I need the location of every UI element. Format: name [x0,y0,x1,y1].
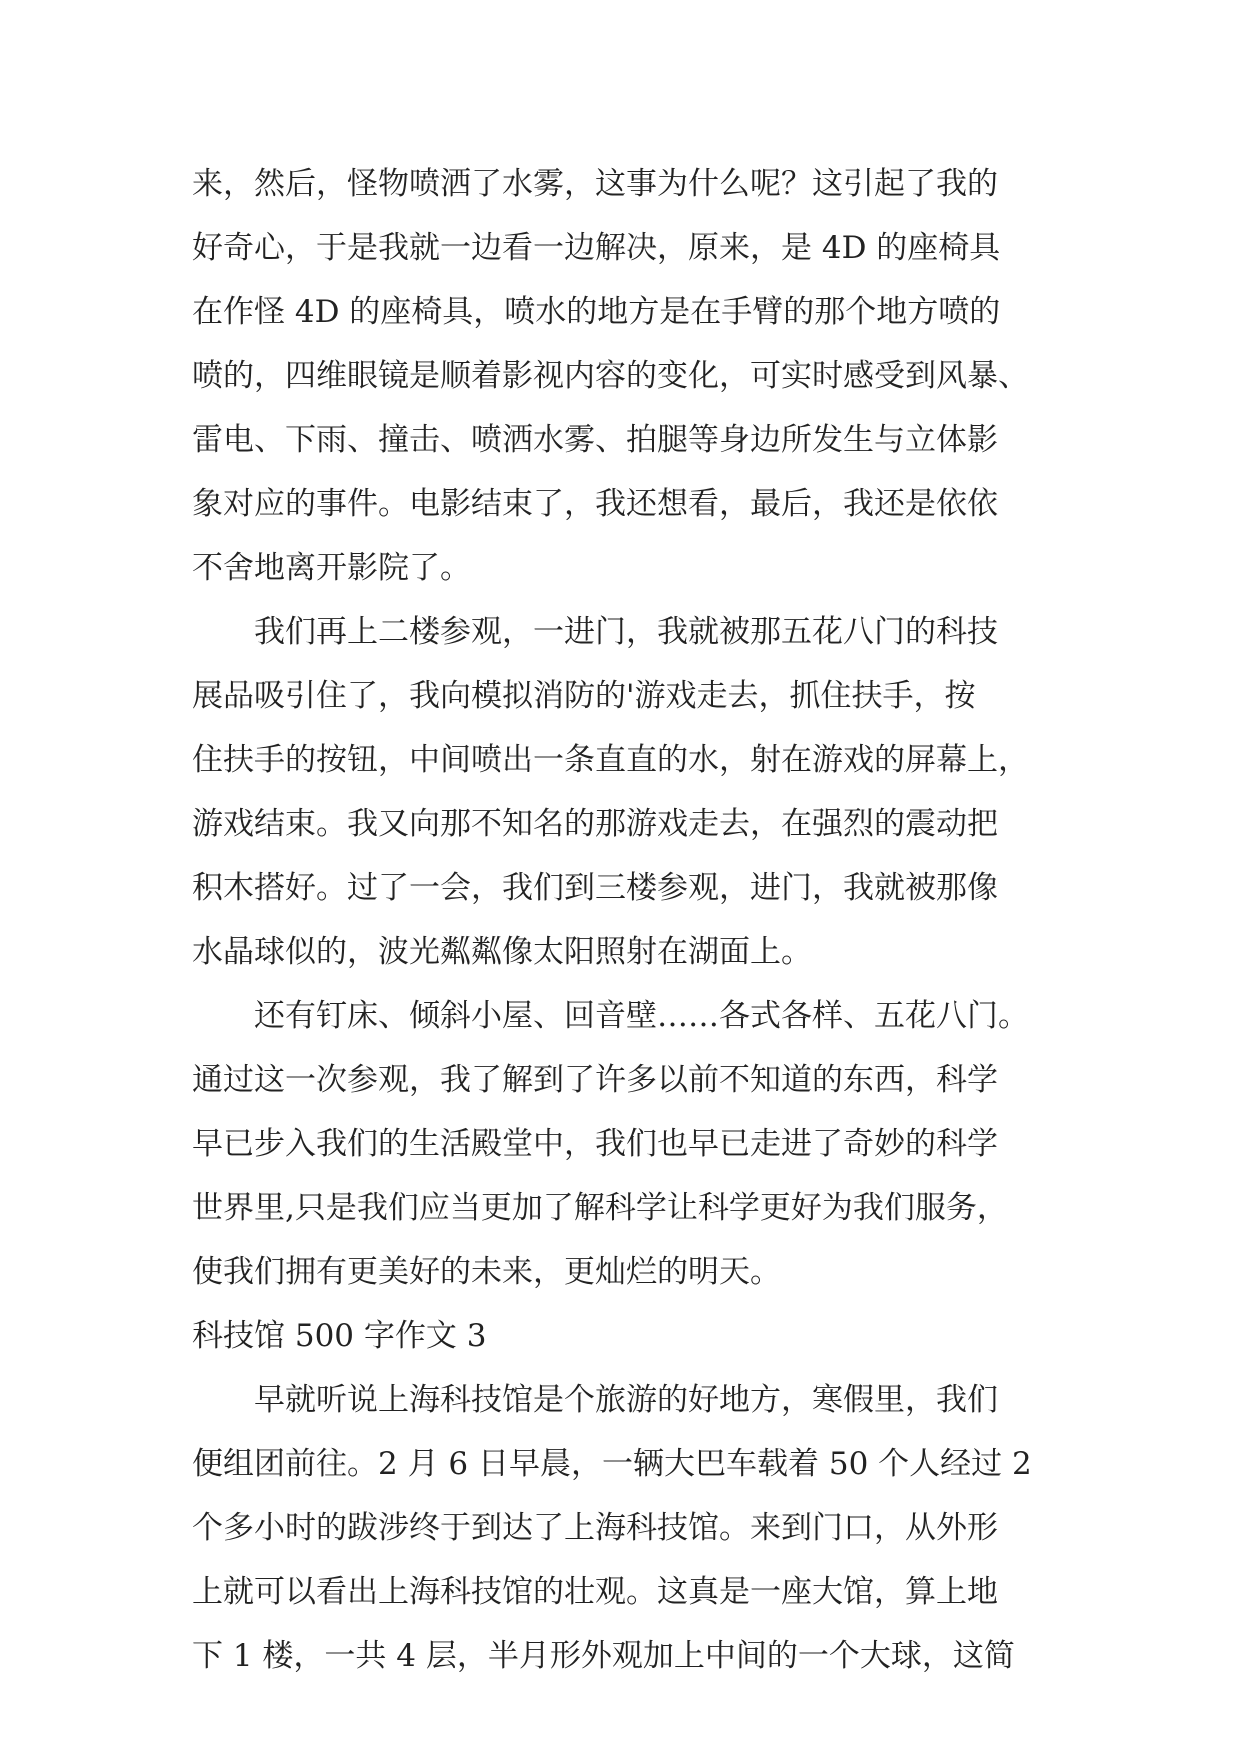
paragraph-line: 早已步入我们的生活殿堂中，我们也早已走进了奇妙的科学 [192,1126,998,1162]
paragraph-line: 不舍地离开影院了。 [192,550,471,586]
paragraph-line: 水晶球似的，波光粼粼像太阳照射在湖面上。 [192,934,812,970]
paragraph-4 [192,1368,1062,1688]
paragraph-line: 上就可以看出上海科技馆的壮观。这真是一座大馆，算上地 [192,1574,998,1610]
paragraph-line-indented: 还有钉床、倾斜小屋、回音壁……各式各样、五花八门。 [254,998,1029,1034]
paragraph-line: 在作怪 4D 的座椅具，喷水的地方是在手臂的那个地方喷的 [192,294,1001,330]
paragraph-line: 雷电、下雨、撞击、喷洒水雾、拍腿等身边所发生与立体影 [192,422,998,458]
paragraph-line: 好奇心，于是我就一边看一边解决，原来，是 4D 的座椅具 [192,230,1001,266]
paragraph-line: 象对应的事件。电影结束了，我还想看，最后，我还是依依 [192,486,998,522]
paragraph-line: 世界里,只是我们应当更加了解科学让科学更好为我们服务， [192,1190,1008,1226]
paragraph-line: 来，然后，怪物喷洒了水雾，这事为什么呢？这引起了我的 [192,166,998,202]
paragraph-line: 喷的，四维眼镜是顺着影视内容的变化，可实时感受到风暴、 [192,358,1029,394]
paragraph-3 [192,984,1062,1304]
paragraph-line: 展品吸引住了，我向模拟消防的'游戏走去，抓住扶手，按 [192,678,976,714]
paragraph-line: 通过这一次参观，我了解到了许多以前不知道的东西，科学 [192,1062,998,1098]
document-body [192,152,1062,1688]
paragraph-line: 下 1 楼，一共 4 层，半月形外观加上中间的一个大球，这简 [192,1638,1015,1674]
paragraph-line: 使我们拥有更美好的未来，更灿烂的明天。 [192,1254,781,1290]
paragraph-line: 个多小时的跋涉终于到达了上海科技馆。来到门口，从外形 [192,1510,998,1546]
paragraph-line: 积木搭好。过了一会，我们到三楼参观，进门，我就被那像 [192,870,998,906]
paragraph-line: 便组团前往。2 月 6 日早晨，一辆大巴车载着 50 个人经过 2 [192,1446,1032,1482]
paragraph-line: 住扶手的按钮，中间喷出一条直直的水，射在游戏的屏幕上， [192,742,1029,778]
paragraph-line-indented: 我们再上二楼参观，一进门，我就被那五花八门的科技 [254,614,998,650]
paragraph-1 [192,152,1062,600]
paragraph-2 [192,600,1062,984]
paragraph-line-indented: 早就听说上海科技馆是个旅游的好地方，寒假里，我们 [254,1382,998,1418]
paragraph-line: 游戏结束。我又向那不知名的那游戏走去，在强烈的震动把 [192,806,998,842]
essay-heading: 科技馆 500 字作文 3 [192,1318,487,1354]
